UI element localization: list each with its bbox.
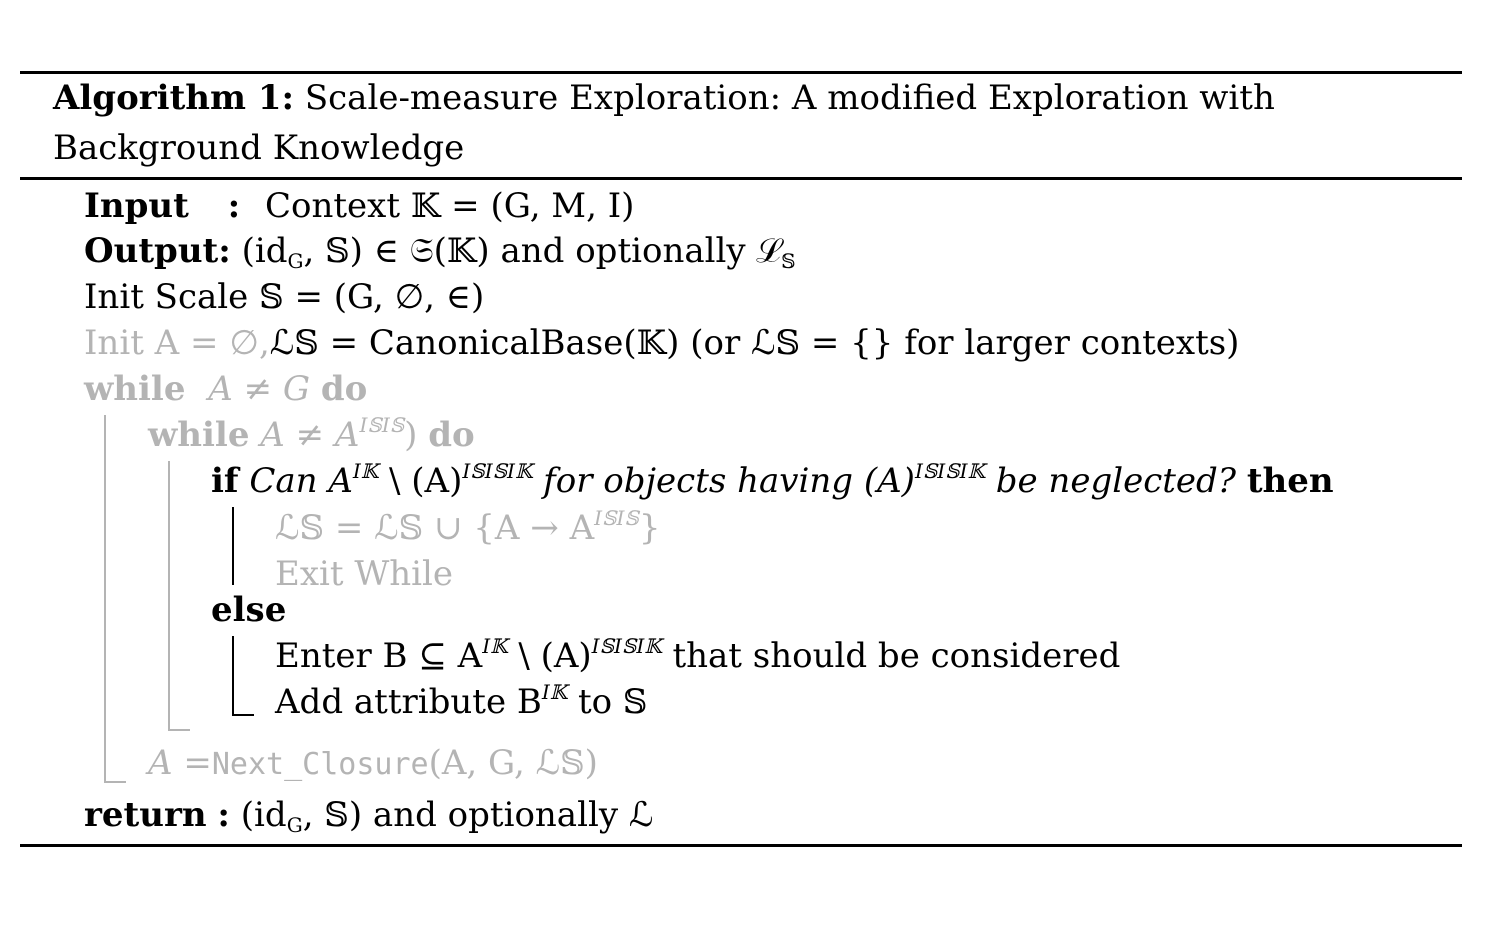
if-text-c: for objects having (A) bbox=[532, 461, 915, 501]
if-sup-a: I𝕂 bbox=[352, 459, 379, 483]
if-text-d: be neglected? bbox=[984, 461, 1237, 501]
output-sub-b: 𝕊 bbox=[781, 249, 796, 273]
enter-text-a: Enter B ⊆ A bbox=[275, 636, 483, 676]
outer-while-block-bar bbox=[104, 415, 106, 783]
exit-while-line bbox=[275, 554, 453, 594]
else-block-end bbox=[232, 714, 254, 716]
return-colon: : bbox=[217, 795, 230, 835]
output-text-a: (id bbox=[241, 231, 288, 271]
enter-text-c: that should be considered bbox=[661, 636, 1121, 676]
inner-while-do: do bbox=[428, 415, 475, 455]
init-scale-line bbox=[84, 277, 484, 317]
outer-while-do: do bbox=[320, 369, 368, 409]
algorithm-caption-line2 bbox=[53, 128, 464, 168]
inner-while-keyword: while bbox=[148, 415, 250, 455]
enter-text-b: \ (A) bbox=[507, 636, 592, 676]
input-text: Context 𝕂 = (G, M, I) bbox=[265, 186, 635, 226]
enter-line bbox=[275, 636, 1120, 676]
input-colon: : bbox=[227, 186, 241, 226]
return-line bbox=[84, 795, 653, 835]
output-sub-a: G bbox=[287, 249, 304, 273]
next-closure-function: Next_Closure bbox=[211, 747, 429, 782]
init-a-gray: Init A = ∅, bbox=[84, 323, 270, 363]
outer-while-condition: A ≠ G bbox=[208, 369, 311, 409]
input-keyword: Input bbox=[84, 186, 189, 226]
enter-sup-a: I𝕂 bbox=[482, 634, 508, 658]
header-rule bbox=[20, 177, 1462, 180]
inner-while-sup: I𝕊I𝕊 bbox=[359, 413, 405, 437]
init-a-line bbox=[84, 323, 1239, 363]
output-text-b: , 𝕊) ∈ 𝔖(𝕂) and optionally ℒ bbox=[303, 231, 782, 271]
if-sup-c: I𝕊I𝕊I𝕂 bbox=[914, 459, 985, 483]
next-text-a: A = bbox=[148, 743, 212, 783]
algorithm-label: Algorithm 1: bbox=[53, 78, 295, 118]
algorithm-title-cont: Background Knowledge bbox=[53, 128, 465, 168]
return-keyword: return bbox=[84, 795, 207, 835]
else-block-bar bbox=[232, 636, 234, 716]
if-line bbox=[211, 461, 1334, 501]
add-attribute-line bbox=[275, 682, 647, 722]
return-sub: G bbox=[286, 813, 303, 837]
add-text-a: Add attribute B bbox=[275, 682, 542, 722]
next-closure-line bbox=[148, 743, 598, 785]
inner-while-block-bar bbox=[168, 461, 170, 731]
return-text-b: , 𝕊) and optionally ℒ bbox=[302, 795, 654, 835]
lset-line bbox=[275, 508, 660, 548]
output-line bbox=[84, 231, 796, 271]
lset-text-b: } bbox=[638, 508, 661, 548]
return-text-a: (id bbox=[240, 795, 287, 835]
top-rule bbox=[20, 71, 1462, 74]
else-keyword: else bbox=[211, 590, 287, 630]
outer-while-line bbox=[84, 369, 367, 409]
inner-while-block-end bbox=[168, 729, 190, 731]
output-keyword: Output: bbox=[84, 231, 231, 271]
lset-text-a: ℒ𝕊 = ℒ𝕊 ∪ {A → A bbox=[275, 508, 595, 548]
algorithm-title: Scale-measure Exploration: A modified Exploration with bbox=[304, 78, 1275, 118]
input-line bbox=[84, 186, 634, 226]
if-text-b: \ (A) bbox=[378, 461, 463, 501]
lset-sup: I𝕊I𝕊 bbox=[594, 506, 639, 530]
bottom-rule bbox=[20, 844, 1462, 847]
inner-while-line bbox=[148, 415, 475, 455]
add-text-b: to 𝕊 bbox=[567, 682, 648, 722]
inner-while-condition: A ≠ A bbox=[260, 415, 360, 455]
algorithm-caption-line1 bbox=[53, 78, 1275, 118]
if-sup-b: I𝕊I𝕊I𝕂 bbox=[462, 459, 533, 483]
else-line bbox=[211, 590, 286, 630]
init-scale-text: Init Scale 𝕊 = (G, ∅, ∈) bbox=[84, 277, 485, 317]
outer-while-block-end bbox=[104, 781, 126, 783]
inner-while-close: ) bbox=[404, 415, 418, 455]
exit-while-text: Exit While bbox=[275, 554, 454, 594]
enter-sup-b: I𝕊I𝕊I𝕂 bbox=[591, 634, 662, 658]
add-sup: I𝕂 bbox=[541, 680, 568, 704]
if-text-a: Can A bbox=[249, 461, 353, 501]
outer-while-keyword: while bbox=[84, 369, 186, 409]
next-text-b: (A, G, ℒ𝕊) bbox=[428, 743, 598, 783]
then-block-bar bbox=[232, 507, 234, 585]
then-keyword: then bbox=[1246, 461, 1334, 501]
if-keyword: if bbox=[211, 461, 239, 501]
init-a-black: ℒ𝕊 = CanonicalBase(𝕂) (or ℒ𝕊 = {} for larger contexts) bbox=[269, 323, 1240, 363]
